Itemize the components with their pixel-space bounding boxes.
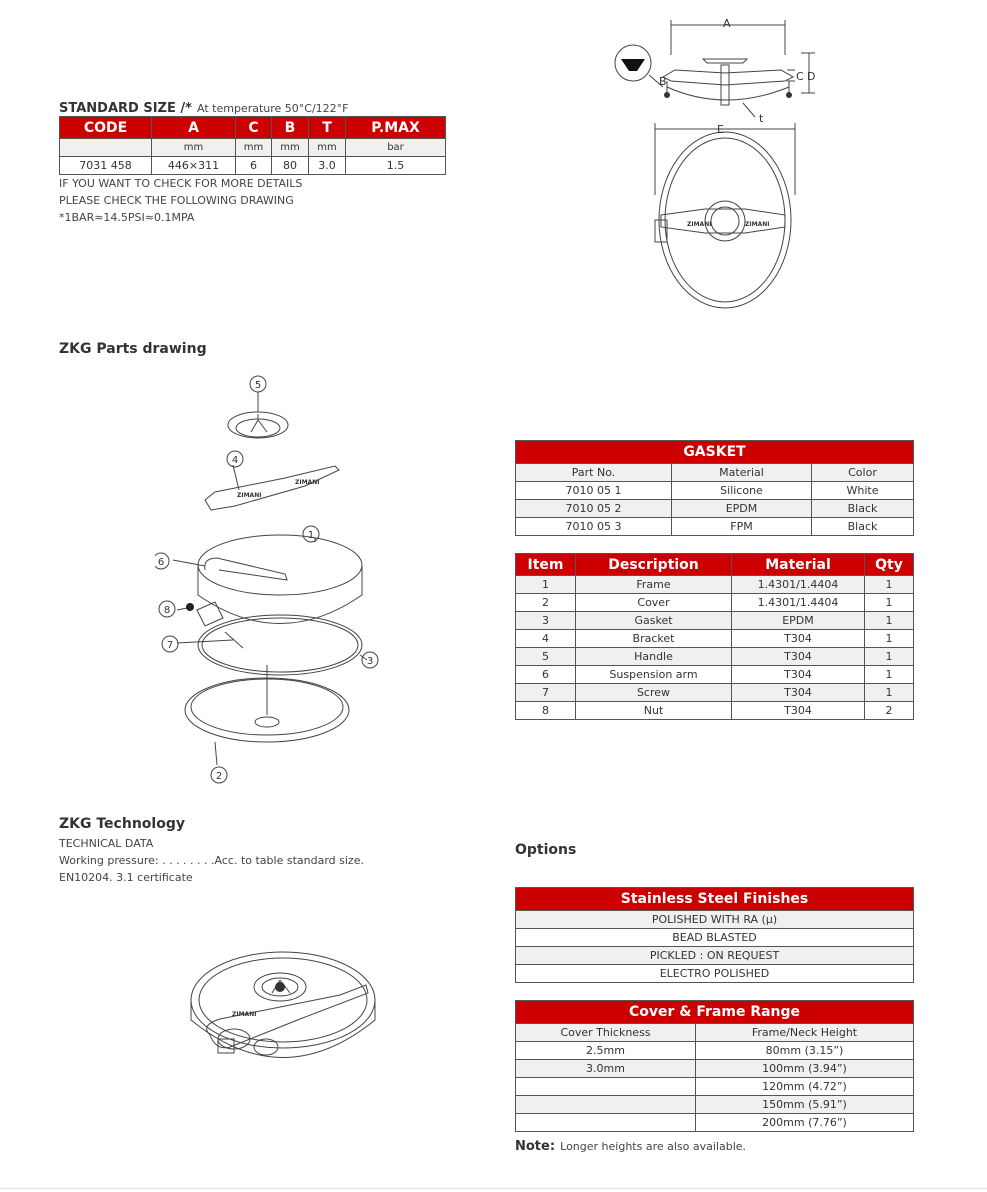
unit-cell xyxy=(60,139,152,157)
parts-cell: 1 xyxy=(865,630,914,648)
technology-line: TECHNICAL DATA xyxy=(59,837,154,850)
finish-row: BEAD BLASTED xyxy=(516,929,914,947)
col-code: CODE xyxy=(60,117,152,139)
parts-header-item: Item xyxy=(516,554,576,576)
finishes-table xyxy=(515,910,914,983)
parts-cell: T304 xyxy=(732,684,865,702)
dim-label-t: t xyxy=(759,112,764,125)
callout-1: 1 xyxy=(307,530,315,541)
parts-cell: Screw xyxy=(576,684,732,702)
parts-cell: 5 xyxy=(516,648,576,666)
value-cell: 6 xyxy=(236,157,272,175)
callout-8: 8 xyxy=(163,605,171,616)
gasket-header: Material xyxy=(672,464,812,482)
parts-cell: T304 xyxy=(732,648,865,666)
range-cell xyxy=(516,1114,696,1132)
brand-label: ZIMANI xyxy=(745,221,770,228)
parts-cell: 1 xyxy=(865,666,914,684)
standard-info xyxy=(59,175,302,226)
dim-label-a: A xyxy=(723,17,731,30)
range-cell: 2.5mm xyxy=(516,1042,696,1060)
parts-cell: 1 xyxy=(865,648,914,666)
parts-header-qty: Qty xyxy=(865,554,914,576)
parts-cell: Suspension arm xyxy=(576,666,732,684)
temperature-note: At temperature 50°C/122°F xyxy=(197,102,349,115)
technology-text xyxy=(59,835,364,886)
standard-size-title: STANDARD SIZE /* xyxy=(59,101,192,116)
parts-cell: 1 xyxy=(865,684,914,702)
range-cell xyxy=(516,1078,696,1096)
note-label: Note: xyxy=(515,1139,556,1154)
range-cell: 3.0mm xyxy=(516,1060,696,1078)
parts-cell: 7 xyxy=(516,684,576,702)
unit-cell: bar xyxy=(346,139,446,157)
options-heading: Options xyxy=(515,842,577,858)
page-bottom-divider xyxy=(0,1188,987,1189)
gasket-cell: 7010 05 3 xyxy=(516,518,672,536)
col-c: C xyxy=(236,117,272,139)
finishes-title: Stainless Steel Finishes xyxy=(515,887,914,911)
info-line: *1BAR≈14.5PSI≈0.1MPA xyxy=(59,211,195,224)
info-line: PLEASE CHECK THE FOLLOWING DRAWING xyxy=(59,194,294,207)
dimension-drawing xyxy=(605,15,830,310)
unit-cell: mm xyxy=(236,139,272,157)
standard-size-heading xyxy=(59,97,349,116)
brand-label: ZIMANI xyxy=(295,479,320,486)
parts-cell: Cover xyxy=(576,594,732,612)
finish-row: PICKLED : ON REQUEST xyxy=(516,947,914,965)
range-header: Cover Thickness xyxy=(516,1024,696,1042)
parts-cell: 1.4301/1.4404 xyxy=(732,576,865,594)
range-note xyxy=(515,1135,746,1154)
parts-cell: Handle xyxy=(576,648,732,666)
dim-label-d: D xyxy=(807,70,816,83)
dim-label-b: B xyxy=(659,75,667,88)
range-cell: 100mm (3.94”) xyxy=(696,1060,914,1078)
parts-cell: 6 xyxy=(516,666,576,684)
parts-cell: 1 xyxy=(865,594,914,612)
callout-7: 7 xyxy=(166,640,174,651)
value-cell: 80 xyxy=(272,157,309,175)
finish-row: POLISHED WITH RA (μ) xyxy=(516,911,914,929)
gasket-title: GASKET xyxy=(515,440,914,464)
parts-cell: 2 xyxy=(516,594,576,612)
range-cell: 80mm (3.15”) xyxy=(696,1042,914,1060)
gasket-cell: White xyxy=(812,482,914,500)
assembled-manhole-drawing xyxy=(180,935,380,1095)
gasket-cell: Silicone xyxy=(672,482,812,500)
range-cell: 120mm (4.72”) xyxy=(696,1078,914,1096)
dim-label-c: C xyxy=(796,70,804,83)
col-b: B xyxy=(272,117,309,139)
info-line: IF YOU WANT TO CHECK FOR MORE DETAILS xyxy=(59,177,303,190)
range-title: Cover & Frame Range xyxy=(515,1000,914,1024)
value-cell: 1.5 xyxy=(346,157,446,175)
brand-label: ZIMANI xyxy=(232,1011,257,1018)
value-cell: 3.0 xyxy=(309,157,346,175)
technology-line: Working pressure: . . . . . . . .Acc. to table standard size. xyxy=(59,854,364,867)
value-cell: 7031 458 xyxy=(60,157,152,175)
parts-header-description: Description xyxy=(576,554,732,576)
callout-5: 5 xyxy=(254,380,262,391)
parts-cell: 1 xyxy=(865,576,914,594)
standard-size-table xyxy=(59,116,446,175)
dim-label-e: E xyxy=(717,123,724,136)
gasket-cell: FPM xyxy=(672,518,812,536)
parts-cell: T304 xyxy=(732,630,865,648)
unit-cell: mm xyxy=(272,139,309,157)
parts-header-material: Material xyxy=(732,554,865,576)
range-cell xyxy=(516,1096,696,1114)
gasket-cell: 7010 05 2 xyxy=(516,500,672,518)
range-cell: 200mm (7.76”) xyxy=(696,1114,914,1132)
parts-cell: EPDM xyxy=(732,612,865,630)
parts-cell: T304 xyxy=(732,666,865,684)
callout-6: 6 xyxy=(157,557,165,568)
range-table xyxy=(515,1023,914,1132)
unit-cell: mm xyxy=(309,139,346,157)
technology-line: EN10204. 3.1 certificate xyxy=(59,871,193,884)
col-pmax: P.MAX xyxy=(346,117,446,139)
gasket-cell: Black xyxy=(812,518,914,536)
callout-2: 2 xyxy=(215,771,223,782)
parts-cell: Bracket xyxy=(576,630,732,648)
gasket-header: Part No. xyxy=(516,464,672,482)
range-header: Frame/Neck Height xyxy=(696,1024,914,1042)
gasket-table xyxy=(515,463,914,536)
technology-heading: ZKG Technology xyxy=(59,816,185,832)
gasket-cell: Black xyxy=(812,500,914,518)
parts-cell: 1 xyxy=(516,576,576,594)
parts-cell: Gasket xyxy=(576,612,732,630)
parts-cell: T304 xyxy=(732,702,865,720)
range-cell: 150mm (5.91”) xyxy=(696,1096,914,1114)
parts-table xyxy=(515,553,914,720)
parts-drawing-heading: ZKG Parts drawing xyxy=(59,341,207,357)
gasket-cell: EPDM xyxy=(672,500,812,518)
parts-cell: 2 xyxy=(865,702,914,720)
value-cell: 446×311 xyxy=(152,157,236,175)
exploded-parts-drawing xyxy=(155,370,385,785)
parts-cell: 4 xyxy=(516,630,576,648)
gasket-header: Color xyxy=(812,464,914,482)
col-a: A xyxy=(152,117,236,139)
parts-cell: Nut xyxy=(576,702,732,720)
parts-cell: Frame xyxy=(576,576,732,594)
brand-label: ZIMANI xyxy=(237,492,262,499)
parts-cell: 8 xyxy=(516,702,576,720)
callout-3: 3 xyxy=(366,656,374,667)
note-text: Longer heights are also available. xyxy=(560,1140,747,1153)
parts-cell: 1.4301/1.4404 xyxy=(732,594,865,612)
gasket-cell: 7010 05 1 xyxy=(516,482,672,500)
parts-cell: 1 xyxy=(865,612,914,630)
brand-label: ZIMANI xyxy=(687,221,712,228)
finish-row: ELECTRO POLISHED xyxy=(516,965,914,983)
col-t: T xyxy=(309,117,346,139)
parts-cell: 3 xyxy=(516,612,576,630)
unit-cell: mm xyxy=(152,139,236,157)
callout-4: 4 xyxy=(231,455,239,466)
